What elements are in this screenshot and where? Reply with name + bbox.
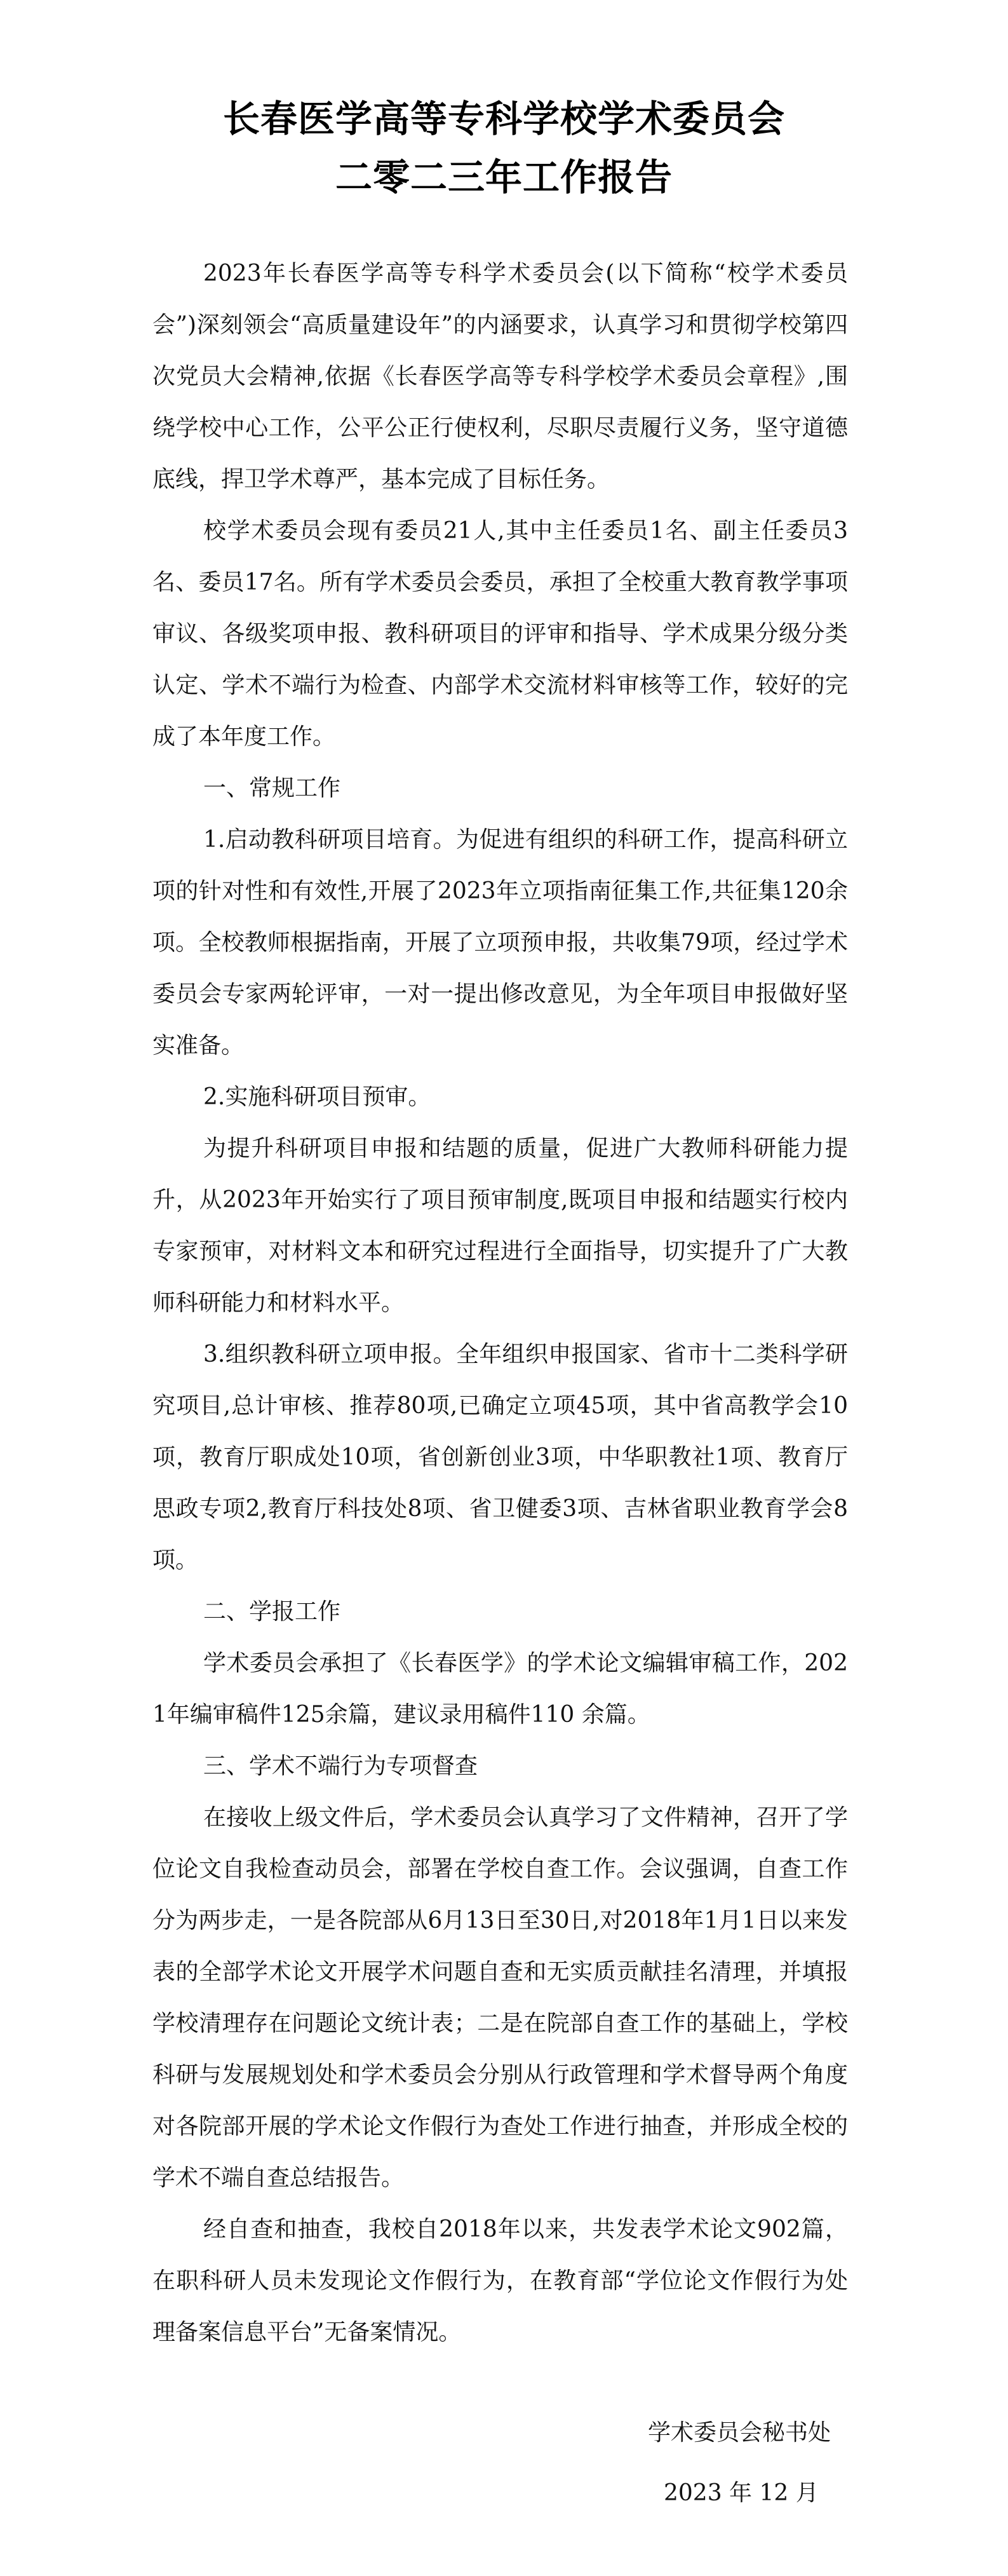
paragraph-intro: 2023年长春医学高等专科学术委员会(以下简称“校学术委员会”)深刻领会“高质量建设年”的内涵要求，认真学习和贯彻学校第四次党员大会精神,依据《长春医学高等专科学校学术委员会章程》,围绕学校中心工作，公平公正行使权利，尽职尽责履行义务，坚守道德底线，捍卫学术尊严，基本完成了目标任务。 [152,261,848,492]
paragraph-item-3: 3.组织教科研立项申报。全年组织申报国家、省市十二类科学研究项目,总计审核、推荐80项,已确定立项45项，其中省高教学会10项，教育厅职成处10项，省创新创业3项，中华职教社1项、教育厅思政专项2,教育厅科技处8项、省卫健委3项、吉林省职业教育学会8项。 [152,1341,848,1573]
section-heading-misconduct: 三、学术不端行为专项督查 [203,1753,478,1779]
paragraph-members: 校学术委员会现有委员21人,其中主任委员1名、副主任委员3名、委员17名。所有学术委员会委员，承担了全校重大教育教学事项审议、各级奖项申报、教科研项目的评审和指导、学术成果分级分类认定、学术不端行为检查、内部学术交流材料审核等工作，较好的完成了本年度工作。 [152,518,848,750]
document-title-line-2: 二零二三年工作报告 [335,156,673,199]
paragraph-misconduct-result: 经自查和抽查，我校自2018年以来，共发表学术论文902篇，在职科研人员未发现论文作假行为，在教育部“学位论文作假行为处理备案信息平台”无备案情况。 [152,2216,848,2345]
section-heading-routine-work: 一、常规工作 [203,775,341,801]
paragraph-item-2-body: 为提升科研项目申报和结题的质量，促进广大教师科研能力提升，从2023年开始实行了项目预审制度,既项目申报和结题实行校内专家预审，对材料文本和研究过程进行全面指导，切实提升了广大教师科研能力和材料水平。 [152,1135,848,1316]
document-title-line-1: 长春医学高等专科学校学术委员会 [222,97,785,140]
paragraph-item-1: 1.启动教科研项目培育。为促进有组织的科研工作，提高科研立项的针对性和有效性,开展了2023年立项指南征集工作,共征集120余项。全校教师根据指南，开展了立项预申报，共收集79项，经过学术委员会专家两轮评审，一对一提出修改意见，为全年项目申报做好坚实准备。 [152,827,848,1059]
section-heading-journal: 二、学报工作 [203,1599,341,1625]
signature-date: 2023 年 12 月 [664,2480,819,2506]
paragraph-misconduct-process: 在接收上级文件后，学术委员会认真学习了文件精神，召开了学位论文自我检查动员会，部署在学校自查工作。会议强调，自查工作分为两步走，一是各院部从6月13日至30日,对2018年1月1日以来发表的全部学术论文开展学术问题自查和无实质贡献挂名清理，并填报学校清理存在问题论文统计表；二是在院部自查工作的基础上，学校科研与发展规划处和学术委员会分别从行政管理和学术督导两个角度对各院部开展的学术论文作假行为查处工作进行抽查，并形成全校的学术不端自查总结报告。 [152,1805,848,2191]
document-body [152,248,848,2358]
paragraph-journal: 学术委员会承担了《长春医学》的学术论文编辑审稿工作，2021年编审稿件125余篇，建议录用稿件110 余篇。 [152,1650,848,1728]
signature-organization: 学术委员会秘书处 [648,2420,831,2446]
paragraph-item-2-heading: 2.实施科研项目预审。 [203,1084,431,1110]
